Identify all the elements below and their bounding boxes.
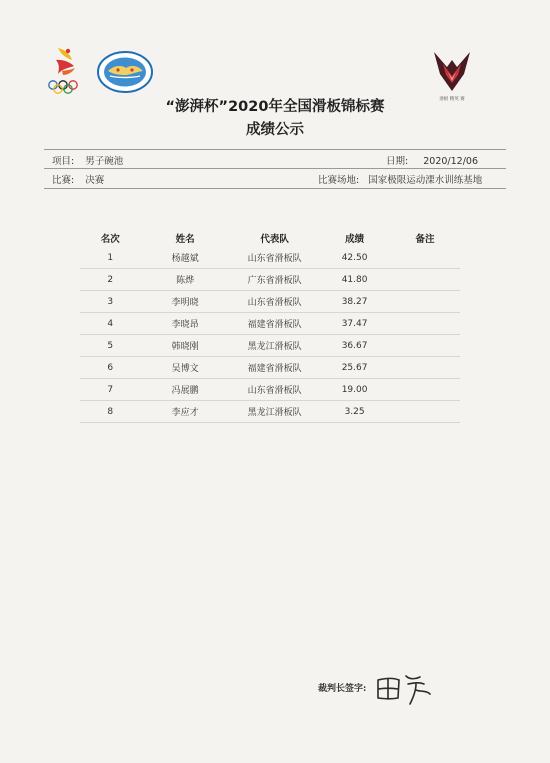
event-value: 男子碗池	[85, 156, 124, 167]
name-cell: 李应才	[140, 401, 229, 423]
rank-cell: 4	[80, 313, 140, 335]
divider-middle	[44, 168, 506, 169]
roller-sports-association-logo	[96, 50, 154, 94]
table-row	[80, 313, 460, 335]
table-row	[80, 335, 460, 357]
score-cell: 19.00	[319, 379, 390, 401]
team-cell: 广东省滑板队	[230, 269, 319, 291]
name-cell: 陈烨	[140, 269, 229, 291]
name-cell: 李晓昂	[140, 313, 229, 335]
note-cell	[390, 379, 460, 401]
divider-top	[44, 149, 506, 150]
score-cell: 25.67	[319, 357, 390, 379]
date-value: 2020/12/06	[423, 156, 478, 167]
phoenix-icon	[431, 50, 473, 94]
table-row	[80, 269, 460, 291]
header-note: 备注	[415, 233, 435, 245]
name-cell: 韩晓刚	[140, 335, 229, 357]
table-header-row	[80, 228, 460, 247]
venue-label: 比赛场地:	[318, 175, 360, 186]
note-cell	[390, 401, 460, 423]
header-rank: 名次	[100, 233, 120, 245]
chief-judge-signature-label: 裁判长签字:	[318, 684, 367, 694]
olympic-rings-icon	[44, 44, 89, 96]
note-cell	[390, 247, 460, 269]
round-label: 比赛:	[52, 175, 75, 186]
header-team: 代表队	[260, 233, 289, 245]
rank-cell: 1	[80, 247, 140, 269]
team-cell: 山东省滑板队	[230, 379, 319, 401]
name-cell: 吴博文	[140, 357, 229, 379]
results-table	[80, 228, 460, 423]
team-cell: 山东省滑板队	[230, 247, 319, 269]
score-cell: 3.25	[319, 401, 390, 423]
date-field	[386, 153, 478, 167]
note-cell	[390, 357, 460, 379]
rank-cell: 3	[80, 291, 140, 313]
note-cell	[390, 291, 460, 313]
name-cell: 杨越斌	[140, 247, 229, 269]
rank-cell: 8	[80, 401, 140, 423]
rank-cell: 6	[80, 357, 140, 379]
note-cell	[390, 269, 460, 291]
handwritten-signature	[372, 668, 442, 710]
rank-cell: 7	[80, 379, 140, 401]
team-cell: 黑龙江滑板队	[230, 401, 319, 423]
date-label: 日期:	[386, 156, 409, 167]
rank-cell: 5	[80, 335, 140, 357]
rank-cell: 2	[80, 269, 140, 291]
header-name: 姓名	[175, 233, 195, 245]
name-cell: 李明晓	[140, 291, 229, 313]
divider-bottom	[44, 188, 506, 189]
venue-field	[318, 172, 482, 186]
team-cell: 福建省滑板队	[230, 357, 319, 379]
venue-value: 国家极限运动溧水训练基地	[368, 175, 483, 186]
table-row	[80, 357, 460, 379]
score-cell: 36.67	[319, 335, 390, 357]
event-field	[52, 153, 123, 167]
event-label: 项目:	[52, 156, 75, 167]
table-row	[80, 379, 460, 401]
team-cell: 山东省滑板队	[230, 291, 319, 313]
note-cell	[390, 335, 460, 357]
round-value: 决赛	[85, 175, 105, 186]
table-row	[80, 291, 460, 313]
score-cell: 42.50	[319, 247, 390, 269]
score-cell: 38.27	[319, 291, 390, 313]
event-logo-caption: 滑板 精英 赛	[439, 97, 465, 102]
round-field	[52, 172, 104, 186]
score-cell: 41.80	[319, 269, 390, 291]
score-cell: 37.47	[319, 313, 390, 335]
table-row	[80, 247, 460, 269]
sports-administration-logo	[44, 44, 89, 96]
name-cell: 冯展鹏	[140, 379, 229, 401]
team-cell: 福建省滑板队	[230, 313, 319, 335]
document-title: “澎湃杯”2020年全国滑板锦标赛	[165, 99, 385, 115]
table-row	[80, 401, 460, 423]
team-cell: 黑龙江滑板队	[230, 335, 319, 357]
note-cell	[390, 313, 460, 335]
document-subtitle: 成绩公示	[246, 122, 304, 138]
header-score: 成绩	[345, 233, 365, 245]
